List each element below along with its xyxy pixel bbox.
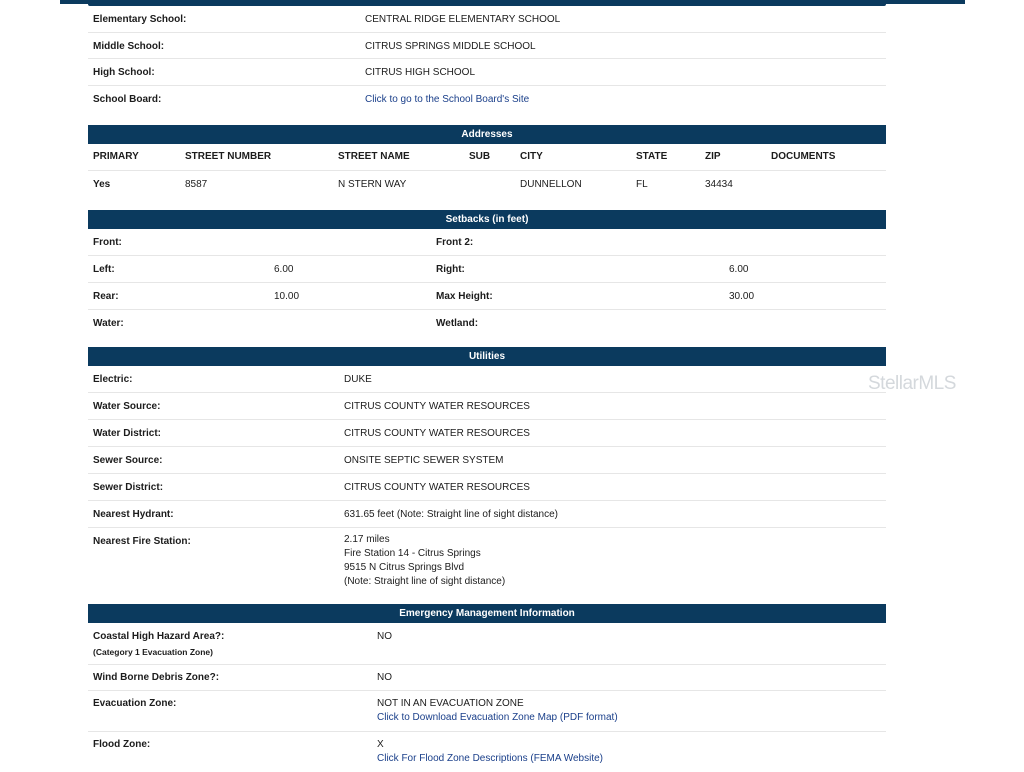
- col-street-name: STREET NAME: [338, 151, 410, 162]
- flood-row: [88, 732, 886, 772]
- coastal-value: NO: [377, 631, 392, 642]
- flood-label: Flood Zone:: [93, 739, 151, 750]
- col-sub: SUB: [469, 151, 491, 162]
- col-primary: PRIMARY: [93, 151, 139, 162]
- utilities-header: Utilities: [88, 347, 886, 366]
- school-label: Middle School:: [93, 41, 165, 52]
- setback-row: [88, 283, 886, 310]
- col-zip: ZIP: [705, 151, 721, 162]
- utility-label: Electric:: [93, 374, 133, 385]
- setback-label: Rear:: [93, 291, 119, 302]
- setback-row: [88, 256, 886, 283]
- setback-value: 30.00: [729, 291, 755, 302]
- cell-primary: Yes: [93, 179, 111, 190]
- fire-station-distance: 2.17 miles: [344, 534, 390, 545]
- utility-row: [88, 447, 886, 474]
- evacuation-zone-text: NOT IN AN EVACUATION ZONE: [377, 698, 524, 709]
- col-documents: DOCUMENTS: [771, 151, 836, 162]
- coastal-row: [88, 623, 886, 665]
- wind-row: [88, 665, 886, 691]
- utility-label: Sewer District:: [93, 482, 164, 493]
- cell-state: FL: [636, 179, 648, 190]
- setback-value: 6.00: [274, 264, 294, 275]
- school-row: [88, 86, 886, 111]
- flood-zone-text: X: [377, 739, 384, 750]
- setback-label: Right:: [436, 264, 465, 275]
- fire-station-note: (Note: Straight line of sight distance): [344, 576, 506, 587]
- school-board-label: School Board:: [93, 94, 162, 105]
- evacuation-map-link[interactable]: Click to Download Evacuation Zone Map (PDF format): [377, 712, 618, 723]
- coastal-label: [93, 631, 224, 657]
- utility-label: Sewer Source:: [93, 455, 163, 466]
- school-row: [88, 59, 886, 86]
- setback-value: 6.00: [729, 264, 749, 275]
- evacuation-row: [88, 691, 886, 732]
- utility-row: [88, 474, 886, 501]
- school-value: CITRUS SPRINGS MIDDLE SCHOOL: [365, 41, 536, 52]
- setbacks-section: [88, 210, 886, 336]
- flood-value: [377, 738, 603, 766]
- cell-zip: 34434: [705, 179, 733, 190]
- utility-value: CITRUS COUNTY WATER RESOURCES: [344, 401, 530, 412]
- cell-city: DUNNELLON: [520, 179, 582, 190]
- utility-value: ONSITE SEPTIC SEWER SYSTEM: [344, 455, 504, 466]
- schools-section: [88, 6, 886, 111]
- evacuation-value: [377, 697, 618, 725]
- emergency-section: [88, 604, 886, 772]
- setback-label: Water:: [93, 318, 124, 329]
- utility-value: 631.65 feet (Note: Straight line of sight distance): [344, 509, 559, 520]
- col-street-number: STREET NUMBER: [185, 151, 272, 162]
- school-label: High School:: [93, 67, 155, 78]
- fire-station-row: [88, 528, 886, 594]
- setback-row: [88, 229, 886, 256]
- school-label: Elementary School:: [93, 14, 187, 25]
- utility-label: Water Source:: [93, 401, 161, 412]
- utility-row: [88, 366, 886, 393]
- utility-row: [88, 420, 886, 447]
- addresses-header: Addresses: [88, 125, 886, 144]
- col-state: STATE: [636, 151, 668, 162]
- setback-label: Left:: [93, 264, 115, 275]
- utility-value: CITRUS COUNTY WATER RESOURCES: [344, 428, 530, 439]
- setback-label: Max Height:: [436, 291, 493, 302]
- utility-value: CITRUS COUNTY WATER RESOURCES: [344, 482, 530, 493]
- col-city: CITY: [520, 151, 543, 162]
- cell-street-name: N STERN WAY: [338, 179, 407, 190]
- utilities-section: [88, 347, 886, 594]
- stellarmls-watermark: StellarMLS: [868, 373, 956, 394]
- emergency-header: Emergency Management Information: [88, 604, 886, 623]
- flood-zone-link[interactable]: Click For Flood Zone Descriptions (FEMA Website): [377, 753, 603, 764]
- setbacks-header: Setbacks (in feet): [88, 210, 886, 229]
- wind-label: Wind Borne Debris Zone?:: [93, 672, 220, 683]
- school-value: CITRUS HIGH SCHOOL: [365, 67, 476, 78]
- cell-street-number: 8587: [185, 179, 208, 190]
- coastal-note: (Category 1 Evacuation Zone): [93, 647, 213, 657]
- utility-row: [88, 393, 886, 420]
- school-row: [88, 33, 886, 59]
- school-board-link[interactable]: Click to go to the School Board's Site: [365, 94, 530, 105]
- evacuation-label: Evacuation Zone:: [93, 698, 177, 709]
- utility-label: Nearest Hydrant:: [93, 509, 174, 520]
- fire-station-address: 9515 N Citrus Springs Blvd: [344, 562, 465, 573]
- setback-label: Wetland:: [436, 318, 479, 329]
- addresses-section: [88, 125, 886, 197]
- school-value: CENTRAL RIDGE ELEMENTARY SCHOOL: [365, 14, 561, 25]
- utility-value: DUKE: [344, 374, 372, 385]
- setback-label: Front:: [93, 237, 122, 248]
- utility-row: [88, 501, 886, 528]
- fire-station-value: [344, 533, 505, 589]
- fire-station-name: Fire Station 14 - Citrus Springs: [344, 548, 481, 559]
- setback-value: 10.00: [274, 291, 300, 302]
- school-row: [88, 6, 886, 33]
- setback-label: Front 2:: [436, 237, 474, 248]
- table-row: [88, 171, 886, 197]
- addresses-header-row: [88, 144, 886, 171]
- fire-station-label: Nearest Fire Station:: [93, 536, 191, 547]
- setback-row: [88, 310, 886, 336]
- wind-value: NO: [377, 672, 392, 683]
- coastal-label-text: Coastal High Hazard Area?:: [93, 631, 225, 642]
- utility-label: Water District:: [93, 428, 161, 439]
